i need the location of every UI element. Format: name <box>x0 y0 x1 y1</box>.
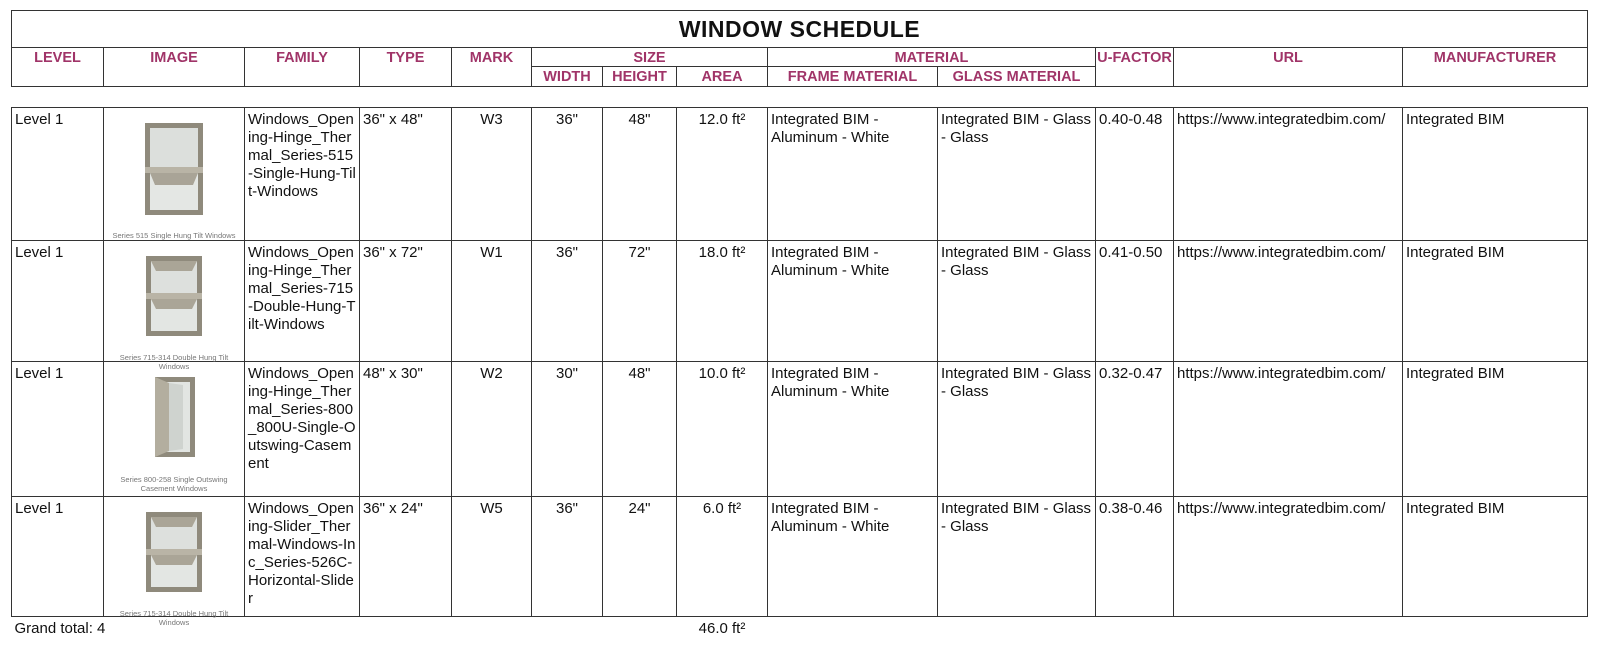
cell-level: Level 1 <box>12 241 104 362</box>
header-height: HEIGHT <box>603 67 677 87</box>
cell-height: 24" <box>603 497 677 617</box>
header-width: WIDTH <box>532 67 603 87</box>
cell-width: 36" <box>532 241 603 362</box>
cell-family: Windows_Opening-Hinge_Thermal_Series-715-Double-Hung-Tilt-Windows <box>245 241 360 362</box>
double-hung-window-icon <box>144 254 204 338</box>
cell-image <box>104 241 245 371</box>
single-hung-window-icon <box>143 121 205 217</box>
image-caption: Series 515 Single Hung Tilt Windows <box>112 231 236 240</box>
cell-family: Windows_Opening-Hinge_Thermal_Series-515-Single-Hung-Tilt-Windows <box>245 108 360 241</box>
cell-type: 36" x 24" <box>360 497 452 617</box>
cell-frame-material: Integrated BIM - Aluminum - White <box>768 241 938 362</box>
header-ufactor: U-FACTOR <box>1096 48 1174 87</box>
cell-frame-material: Integrated BIM - Aluminum - White <box>768 362 938 497</box>
schedule-title: WINDOW SCHEDULE <box>12 11 1588 48</box>
cell-frame-material: Integrated BIM - Aluminum - White <box>768 108 938 241</box>
cell-glass-material: Integrated BIM - Glass - Glass <box>938 362 1096 497</box>
grand-total-row <box>12 617 1588 640</box>
cell-width: 30" <box>532 362 603 497</box>
cell-area: 12.0 ft² <box>677 108 768 241</box>
cell-url[interactable]: https://www.integratedbim.com/ <box>1174 241 1403 362</box>
cell-height: 48" <box>603 108 677 241</box>
grand-total-label: Grand total: 4 <box>14 619 106 637</box>
cell-width: 36" <box>532 497 603 617</box>
header-image: IMAGE <box>104 48 245 87</box>
table-row <box>12 497 1588 617</box>
cell-url[interactable]: https://www.integratedbim.com/ <box>1174 108 1403 241</box>
cell-type: 36" x 72" <box>360 241 452 362</box>
table-row <box>12 362 1588 497</box>
cell-level: Level 1 <box>12 362 104 497</box>
header-type: TYPE <box>360 48 452 87</box>
header-level: LEVEL <box>12 48 104 87</box>
image-caption: Series 800-258 Single Outswing Casement Windows <box>120 475 228 493</box>
cell-frame-material: Integrated BIM - Aluminum - White <box>768 497 938 617</box>
cell-height: 72" <box>603 241 677 362</box>
cell-mark: W2 <box>452 362 532 497</box>
cell-area: 6.0 ft² <box>677 497 768 617</box>
cell-ufactor: 0.40-0.48 <box>1096 108 1174 241</box>
cell-manufacturer: Integrated BIM <box>1403 241 1588 362</box>
cell-type: 48" x 30" <box>360 362 452 497</box>
header-url: URL <box>1174 48 1403 87</box>
casement-window-icon <box>149 375 199 459</box>
cell-area: 10.0 ft² <box>677 362 768 497</box>
cell-image <box>104 497 245 627</box>
cell-family: Windows_Opening-Hinge_Thermal_Series-800_800U-Single-Outswing-Casement <box>245 362 360 497</box>
cell-url[interactable]: https://www.integratedbim.com/ <box>1174 497 1403 617</box>
spacer-row <box>12 87 1588 108</box>
cell-ufactor: 0.41-0.50 <box>1096 241 1174 362</box>
cell-type: 36" x 48" <box>360 108 452 241</box>
cell-level: Level 1 <box>12 497 104 617</box>
cell-manufacturer: Integrated BIM <box>1403 362 1588 497</box>
cell-mark: W3 <box>452 108 532 241</box>
cell-level: Level 1 <box>12 108 104 241</box>
cell-glass-material: Integrated BIM - Glass - Glass <box>938 108 1096 241</box>
header-family: FAMILY <box>245 48 360 87</box>
cell-image <box>104 362 245 497</box>
header-size: SIZE <box>532 48 768 67</box>
cell-height: 48" <box>603 362 677 497</box>
window-schedule-table <box>11 10 1588 639</box>
table-row <box>12 241 1588 362</box>
header-material: MATERIAL <box>768 48 1096 67</box>
image-caption: Series 715-314 Double Hung Tilt Windows <box>119 353 229 371</box>
window-schedule-sheet <box>11 10 1587 639</box>
grand-total-area: 46.0 ft² <box>698 619 746 637</box>
cell-manufacturer: Integrated BIM <box>1403 497 1588 617</box>
header-mark: MARK <box>452 48 532 87</box>
header-area: AREA <box>677 67 768 87</box>
cell-glass-material: Integrated BIM - Glass - Glass <box>938 241 1096 362</box>
cell-width: 36" <box>532 108 603 241</box>
cell-url[interactable]: https://www.integratedbim.com/ <box>1174 362 1403 497</box>
header-glass-material: GLASS MATERIAL <box>938 67 1096 87</box>
cell-mark: W5 <box>452 497 532 617</box>
cell-ufactor: 0.38-0.46 <box>1096 497 1174 617</box>
header-manufacturer: MANUFACTURER <box>1403 48 1588 87</box>
cell-glass-material: Integrated BIM - Glass - Glass <box>938 497 1096 617</box>
cell-area: 18.0 ft² <box>677 241 768 362</box>
image-caption: Series 715-314 Double Hung Tilt Windows <box>119 609 229 627</box>
table-row <box>12 108 1588 241</box>
header-frame-material: FRAME MATERIAL <box>768 67 938 87</box>
cell-family: Windows_Opening-Slider_Thermal-Windows-Inc_Series-526C-Horizontal-Slider <box>245 497 360 617</box>
double-hung-window-icon <box>144 510 204 594</box>
cell-mark: W1 <box>452 241 532 362</box>
cell-manufacturer: Integrated BIM <box>1403 108 1588 241</box>
cell-image <box>104 108 245 241</box>
cell-ufactor: 0.32-0.47 <box>1096 362 1174 497</box>
